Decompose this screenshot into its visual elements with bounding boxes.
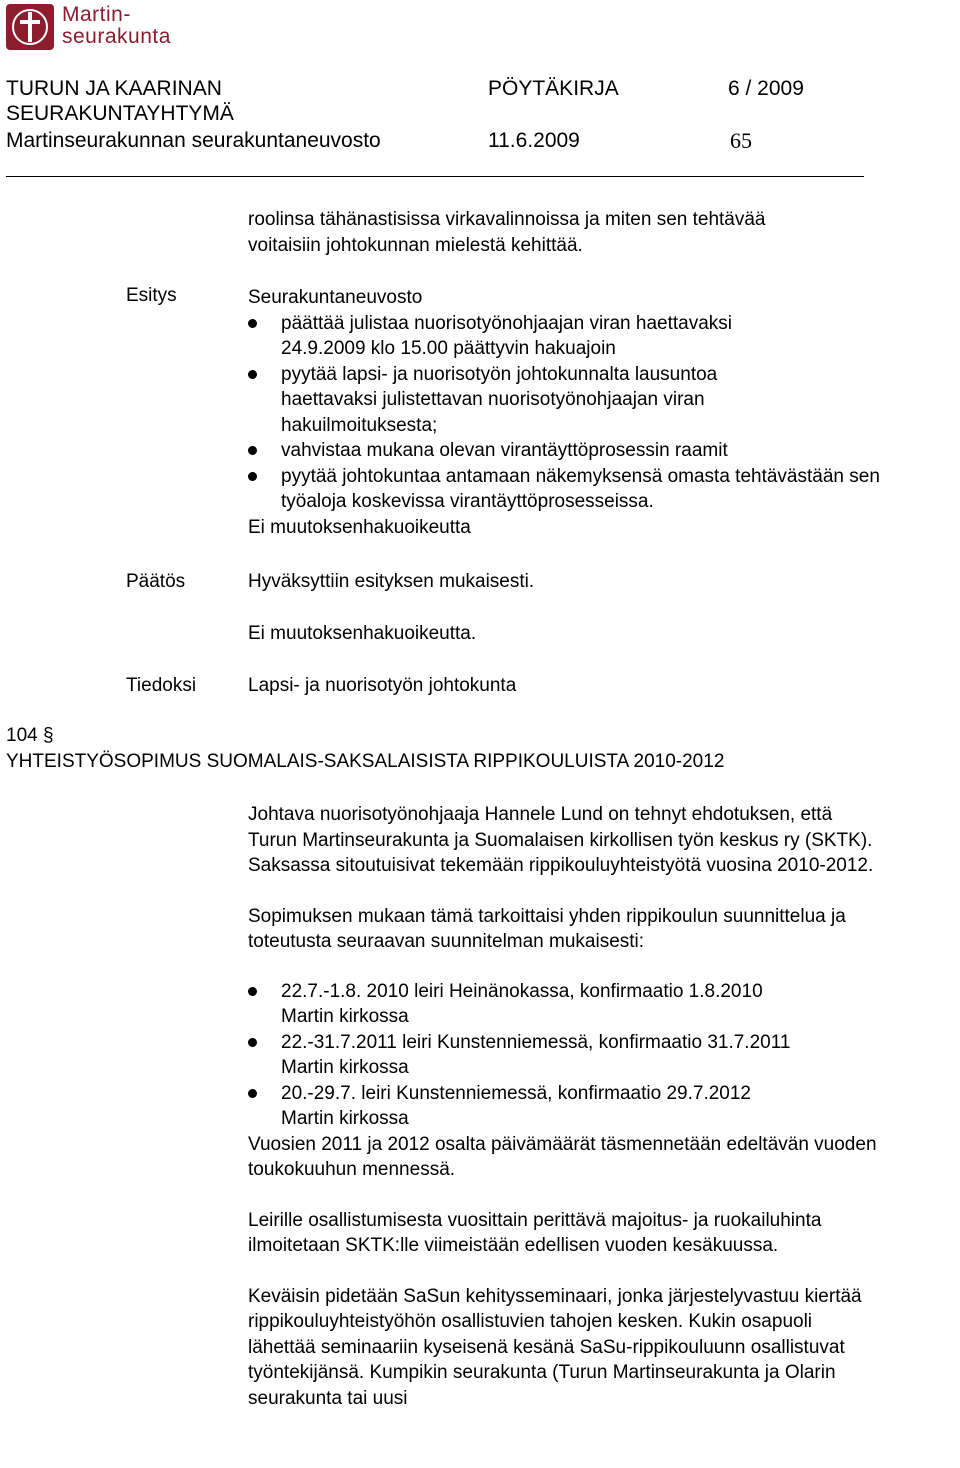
logo-wordmark	[62, 4, 171, 48]
list-item: pyytää johtokuntaa antamaan näkemyksensä omasta tehtävästään sen työaloja koskevissa virantäyttöprosesseissa.	[248, 464, 901, 515]
header-org-1: TURUN JA KAARINAN	[6, 77, 222, 100]
camp-dates: 20.-29.7. leiri Kunstenniemessä, konfirmaatio 29.7.2012	[281, 1082, 751, 1104]
paatos-text: Hyväksyttiin esityksen mukaisesti.	[248, 571, 535, 592]
intro-line-2: voitaisiin johtokunnan mielestä kehittää.	[248, 234, 583, 256]
logo-line-2: seurakunta	[62, 25, 171, 48]
paragraph-1: Johtava nuorisotyönohjaaja Hannele Lund on tehnyt ehdotuksen, että Turun Martinseurakunta ja Suomalaisen kirkollisen työn keskus ry (SKTK). Saksassa sitoutuisivat tekemään rippikouluyhteistyötä vuosina 2010-2012.	[248, 804, 874, 876]
camp-place: Martin kirkossa	[281, 1108, 409, 1129]
paragraph-3: Vuosien 2011 ja 2012 osalta päivämäärät täsmennetään edeltävän vuoden toukokuuhun mennessä.	[248, 1133, 877, 1180]
intro-line-1: roolinsa tähänastisissa virkavalinnoissa ja miten sen tehtävää	[248, 209, 766, 230]
list-item	[248, 979, 878, 1030]
list-item	[248, 1081, 878, 1132]
page-number: 65	[730, 128, 752, 153]
paragraph-2: Sopimuksen mukaan tämä tarkoittaisi yhden rippikoulun suunnittelua ja toteutusta seuraavan suunnitelman mukaisesti:	[248, 905, 846, 952]
paragraph-4: Leirille osallistumisesta vuosittain perittävä majoitus- ja ruokailuhinta ilmoitetaan SKTK:lle viimeistään edellisen vuoden kesäkuussa.	[248, 1209, 822, 1256]
camp-dates: 22.-31.7.2011 leiri Kunstenniemessä, konfirmaatio 31.7.2011	[281, 1031, 791, 1053]
header-doc-number: 6 / 2009	[728, 77, 804, 100]
section-body	[248, 802, 878, 1411]
list-item: pyytää lapsi- ja nuorisotyön johtokunnalta lausuntoa haettavaksi julistettavan nuorisotyönohjaajan viran hakuilmoituksesta;	[248, 362, 808, 439]
header-divider	[6, 176, 864, 177]
esitys-block	[248, 285, 880, 540]
camp-list	[248, 979, 878, 1132]
header-body: Martinseurakunnan seurakuntaneuvosto	[6, 129, 381, 152]
header-org-2: SEURAKUNTAYHTYMÄ	[6, 102, 234, 125]
list-item: vahvistaa mukana olevan virantäyttöprosessin raamit	[248, 438, 808, 464]
camp-place: Martin kirkossa	[281, 1057, 409, 1078]
header-doc-type: PÖYTÄKIRJA	[488, 77, 619, 100]
esitys-lead: Seurakuntaneuvosto	[248, 287, 423, 308]
intro-text	[248, 207, 898, 258]
list-item: päättää julistaa nuorisotyönohjaajan viran haettavaksi 24.9.2009 klo 15.00 päättyvin hakuajoin	[248, 311, 808, 362]
paatos-label: Päätös	[126, 571, 186, 592]
camp-place: Martin kirkossa	[281, 1006, 409, 1027]
tiedoksi-label: Tiedoksi	[126, 675, 197, 696]
paatos-note: Ei muutoksenhakuoikeutta.	[248, 623, 477, 644]
header-date: 11.6.2009	[488, 129, 580, 152]
esitys-note: Ei muutoksenhakuoikeutta	[248, 516, 471, 538]
church-logo-icon	[6, 4, 54, 50]
camp-dates: 22.7.-1.8. 2010 leiri Heinänokassa, konfirmaatio 1.8.2010	[281, 980, 763, 1002]
esitys-list	[248, 311, 880, 515]
paragraph-5: Keväisin pidetään SaSun kehitysseminaari, jonka järjestelyvastuu kiertää rippikouluyhteistyöhön osallistuvien tahojen kesken. Kukin osapuoli lähettää seminaariin kyseisenä kesänä SaSu-rippikouluunn osallistuvat työntekijänsä. Kumpikin seurakunta (Turun Martinseurakunta ja Olarin seurakunta tai uusi	[248, 1285, 862, 1409]
list-item	[248, 1030, 878, 1081]
logo-line-1: Martin-	[62, 3, 131, 26]
esitys-label: Esitys	[126, 285, 177, 306]
tiedoksi-text: Lapsi- ja nuorisotyön johtokunta	[248, 675, 517, 696]
section-number: 104 §	[6, 725, 54, 746]
section-title: YHTEISTYÖSOPIMUS SUOMALAIS-SAKSALAISISTA RIPPIKOULUISTA 2010-2012	[6, 751, 725, 772]
